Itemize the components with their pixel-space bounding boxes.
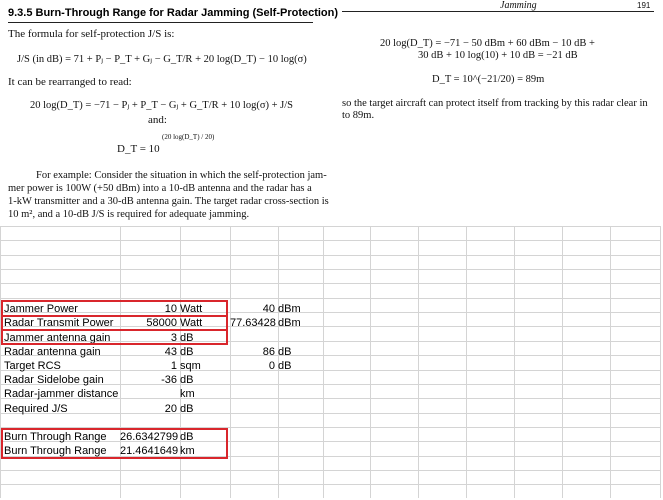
grid-row-line xyxy=(0,226,661,227)
row-label[interactable]: Required J/S xyxy=(4,403,68,415)
row-value[interactable]: 3 xyxy=(170,332,177,344)
result-label[interactable]: Burn Through Range xyxy=(4,445,107,457)
row-value[interactable]: 43 xyxy=(164,346,177,358)
row-unit-2[interactable]: dBm xyxy=(278,303,301,315)
row-value-2[interactable]: 0 xyxy=(268,360,275,372)
row-value[interactable]: 20 xyxy=(164,403,177,415)
grid-row-line xyxy=(0,370,661,371)
grid-row-line xyxy=(0,298,661,299)
result-label[interactable]: Burn Through Range xyxy=(4,431,107,443)
result-value[interactable]: 21.4641649 xyxy=(120,445,179,457)
highlight-box-burn-through-range xyxy=(1,428,228,459)
right-dt-result: D_T = 10^(−21/20) = 89m xyxy=(432,74,545,85)
grid-row-line xyxy=(0,470,661,471)
highlight-box-jammer-antenna-gain xyxy=(1,329,228,345)
right-text-line-1: so the target aircraft can protect itself from tracking by this radar clear in xyxy=(342,98,648,109)
result-unit[interactable]: km xyxy=(180,445,195,457)
row-unit[interactable]: dB xyxy=(180,332,194,344)
row-label[interactable]: Radar-jammer distance xyxy=(4,388,119,400)
grid-row-line xyxy=(0,240,661,241)
row-value[interactable]: 10 xyxy=(164,303,177,315)
row-unit[interactable]: sqm xyxy=(180,360,201,372)
grid-row-line xyxy=(0,283,661,284)
right-equation-line-1: 20 log(D_T) = −71 − 50 dBm + 60 dBm − 10 dB + xyxy=(380,38,595,49)
rearranged-text: It can be rearranged to read: xyxy=(8,76,132,88)
right-text-line-2: to 89m. xyxy=(342,110,375,121)
page-number: 191 xyxy=(637,1,651,10)
row-unit[interactable]: km xyxy=(180,388,195,400)
row-value-2[interactable]: 77.63428 xyxy=(230,317,276,329)
grid-row-line xyxy=(0,413,661,414)
and-text: and: xyxy=(148,114,167,126)
formula-dt: D_T = 10 xyxy=(117,143,160,155)
row-value[interactable]: -36 xyxy=(161,374,177,386)
row-label[interactable]: Jammer antenna gain xyxy=(4,332,111,344)
running-head-rule xyxy=(342,11,654,12)
grid-row-line xyxy=(0,484,661,485)
row-value[interactable]: 58000 xyxy=(146,317,177,329)
grid-row-line xyxy=(0,269,661,270)
intro-text: The formula for self-protection J/S is: xyxy=(8,28,175,40)
row-value-2[interactable]: 86 xyxy=(262,346,275,358)
section-heading: 9.3.5 Burn-Through Range for Radar Jamming (Self-Protection) xyxy=(8,7,339,19)
embedded-book-page-image xyxy=(0,0,663,226)
example-line-4: 10 m², and a 10-dB J/S is required for adequate jamming. xyxy=(8,209,250,220)
running-head: Jamming xyxy=(500,0,537,11)
formula-dt-exponent: (20 log(D_T) / 20) xyxy=(162,133,215,141)
row-label[interactable]: Jammer Power xyxy=(4,303,78,315)
row-unit[interactable]: dB xyxy=(180,374,194,386)
row-unit[interactable]: Watt xyxy=(180,317,203,329)
row-unit-2[interactable]: dB xyxy=(278,346,292,358)
grid-row-line xyxy=(0,255,661,256)
row-label[interactable]: Target RCS xyxy=(4,360,61,372)
row-unit[interactable]: dB xyxy=(180,346,194,358)
row-unit[interactable]: Watt xyxy=(180,303,203,315)
row-label[interactable]: Radar antenna gain xyxy=(4,346,101,358)
result-unit[interactable]: dB xyxy=(180,431,194,443)
row-unit-2[interactable]: dB xyxy=(278,360,292,372)
row-label[interactable]: Radar Sidelobe gain xyxy=(4,374,104,386)
formula-js: J/S (in dB) = 71 + Pⱼ − P_T + Gⱼ − G_T/R + 20 log(D_T) − 10 log(σ) xyxy=(17,54,307,65)
formula-log: 20 log(D_T) = −71 − Pⱼ + P_T − Gⱼ + G_T/R + 10 log(σ) + J/S xyxy=(30,100,294,111)
example-line-1: For example: Consider the situation in which the self-protection jam- xyxy=(36,170,327,181)
row-label[interactable]: Radar Transmit Power xyxy=(4,317,114,329)
row-unit[interactable]: dB xyxy=(180,403,194,415)
row-value[interactable]: 1 xyxy=(170,360,177,372)
row-unit-2[interactable]: dBm xyxy=(278,317,301,329)
result-value[interactable]: 26.6342799 xyxy=(120,431,179,443)
right-equation-line-2: 30 dB + 10 log(10) + 10 dB = −21 dB xyxy=(418,50,578,61)
row-value-2[interactable]: 40 xyxy=(262,303,275,315)
heading-rule xyxy=(8,22,313,23)
example-line-2: mer power is 100W (+50 dBm) into a 10-dB antenna and the radar has a xyxy=(8,183,312,194)
example-line-3: 1-kW transmitter and a 30-dB antenna gain. The target radar cross-section is xyxy=(8,196,329,207)
